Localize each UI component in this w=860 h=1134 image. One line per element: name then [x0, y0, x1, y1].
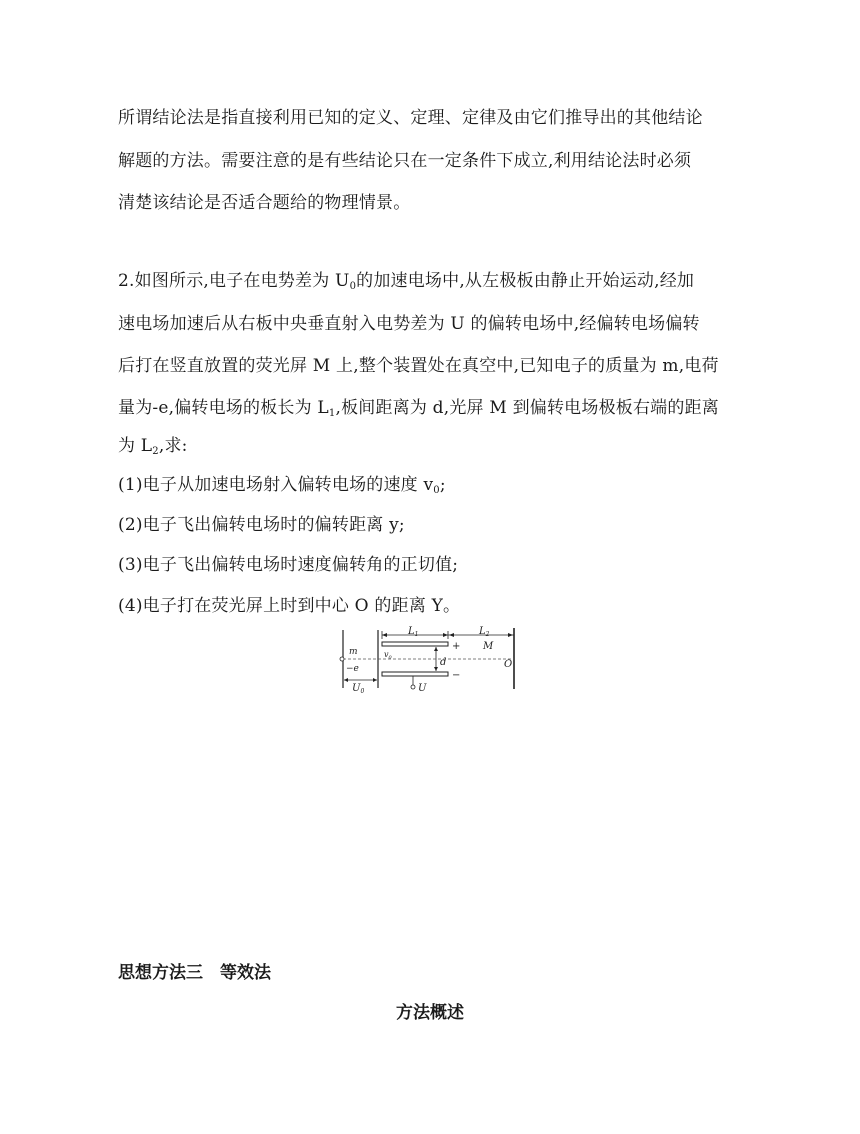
problem-line-2: 速电场加速后从右板中央垂直射入电势差为 U 的偏转电场中,经偏转电场偏转	[118, 314, 700, 334]
label-charge: −e	[346, 664, 359, 674]
arrowhead	[443, 633, 448, 637]
deflecting-bottom-plate	[382, 672, 448, 676]
deflecting-top-plate	[382, 642, 448, 646]
question-2: (2)电子飞出偏转电场时的偏转距离 y;	[118, 515, 405, 535]
section-title: 思想方法三 等效法	[118, 963, 271, 983]
problem-text: ,求:	[158, 436, 188, 456]
question-text: (1)电子从加速电场射入偏转电场的速度 v	[118, 475, 434, 495]
question-4: (4)电子打在荧光屏上时到中心 O 的距离 Y。	[118, 596, 461, 616]
plus-sign: +	[452, 641, 461, 652]
arrowhead	[344, 678, 348, 682]
subscript: 0	[433, 485, 440, 496]
problem-text: 量为-e,偏转电场的板长为 L	[118, 398, 329, 418]
question-3: (3)电子飞出偏转电场时速度偏转角的正切值;	[118, 555, 459, 575]
problem-line-5	[118, 431, 188, 457]
subscript: 0	[349, 281, 357, 292]
question-text: ;	[439, 475, 446, 495]
arrowhead	[382, 633, 387, 637]
label-l1: $L_1$	[408, 626, 419, 638]
u-terminal	[411, 685, 415, 689]
problem-text: ,板间距离为 d,光屏 M 到偏转电场极板右端的距离	[335, 398, 719, 418]
arrowhead	[373, 678, 377, 682]
subscript: 2	[152, 446, 159, 457]
label-d: d	[440, 657, 447, 668]
problem-text: 2.如图所示,电子在电势差为 U	[118, 271, 350, 291]
problem-text: 的加速电场中,从左极板由静止开始运动,经加	[356, 271, 695, 291]
problem-line-1	[118, 266, 694, 292]
subscript: 1	[328, 408, 336, 419]
label-o: O	[504, 659, 513, 670]
problem-text: 为 L	[118, 436, 153, 456]
arrowhead	[449, 633, 454, 637]
intro-line-2: 解题的方法。需要注意的是有些结论只在一定条件下成立,利用结论法时必须	[118, 151, 692, 171]
label-u: U	[418, 683, 427, 693]
arrowhead	[434, 647, 438, 651]
question-1	[118, 470, 446, 496]
minus-sign: −	[452, 670, 461, 681]
electron-source	[340, 657, 344, 661]
label-m: m	[349, 647, 358, 657]
arrowhead	[434, 667, 438, 671]
intro-line-3: 清楚该结论是否适合题给的物理情景。	[118, 193, 411, 213]
label-m-screen: M	[483, 641, 494, 652]
electron-deflection-diagram	[338, 625, 520, 693]
label-v0: $v_0$	[384, 650, 392, 661]
problem-line-4	[118, 393, 719, 419]
section-subtitle: 方法概述	[396, 1003, 464, 1023]
label-l2: $L_2$	[479, 626, 490, 638]
problem-line-3: 后打在竖直放置的荧光屏 M 上,整个装置处在真空中,已知电子的质量为 m,电荷	[118, 356, 719, 376]
label-u0: $U_0$	[352, 683, 365, 693]
intro-line-1: 所谓结论法是指直接利用已知的定义、定理、定律及由它们推导出的其他结论	[118, 108, 703, 128]
arrowhead	[508, 633, 513, 637]
